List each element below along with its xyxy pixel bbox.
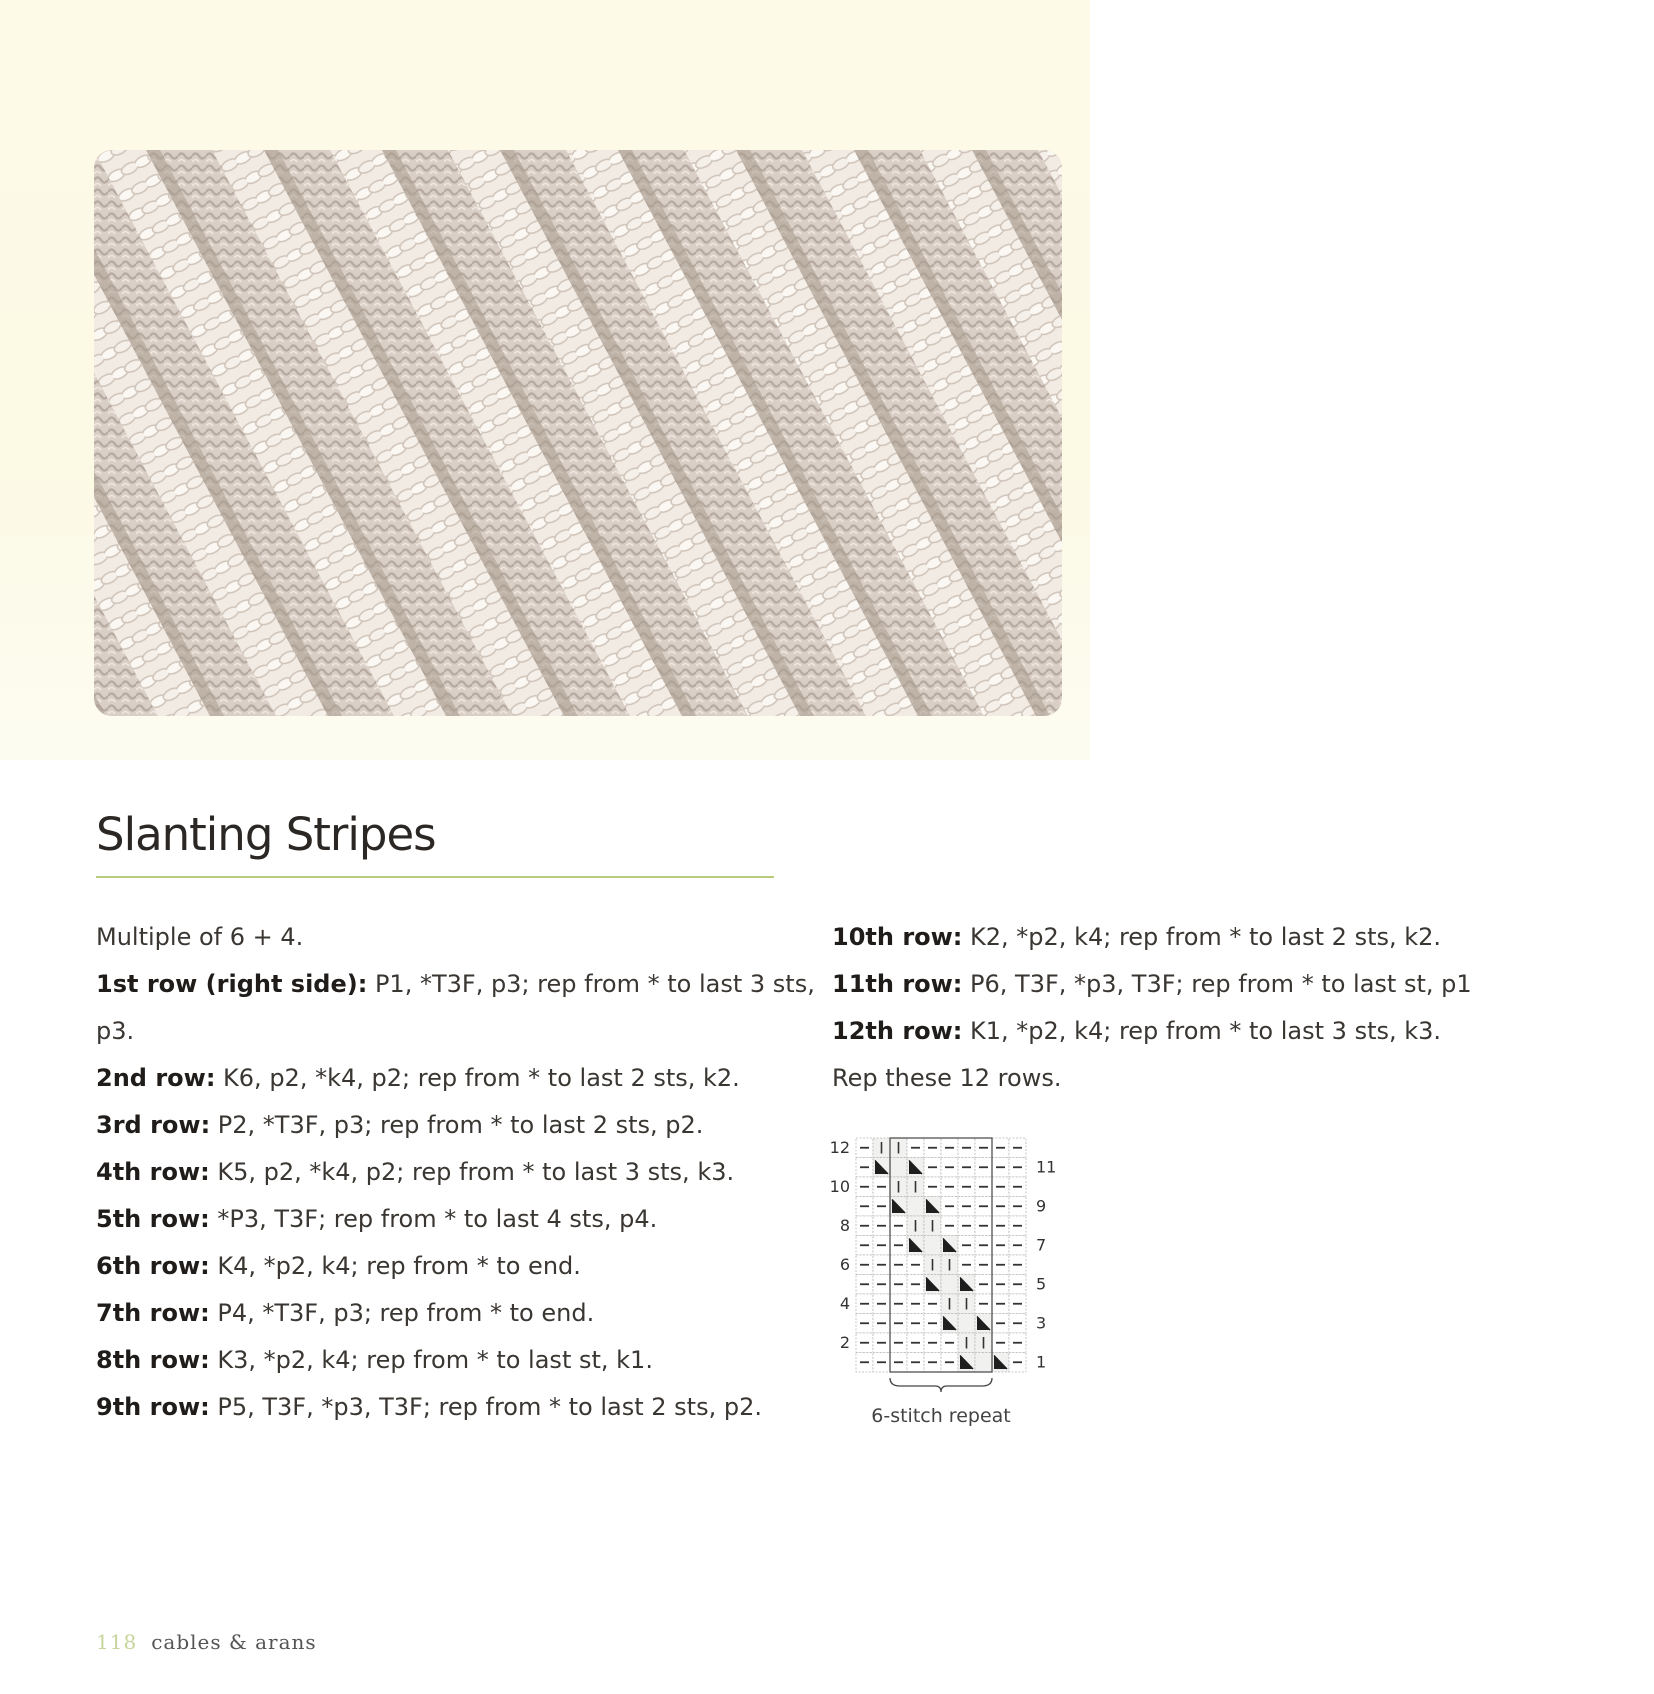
- row-label: 2nd row:: [96, 1064, 216, 1092]
- instructions-right-column: [832, 914, 1532, 1102]
- row-text: *P3, T3F; rep from * to last 4 sts, p4.: [209, 1205, 658, 1233]
- row-number-right: 7: [1036, 1235, 1047, 1255]
- row-text: Rep these 12 rows.: [832, 1064, 1062, 1092]
- row-number-right: 3: [1036, 1313, 1047, 1333]
- instruction-line: [96, 1337, 796, 1384]
- knitted-swatch-photo: [94, 150, 1062, 716]
- section-name: cables & arans: [151, 1630, 317, 1654]
- instructions-left-column: [96, 914, 815, 1431]
- row-text: K3, *p2, k4; rep from * to last st, k1.: [209, 1346, 653, 1374]
- repeat-brace: [890, 1378, 992, 1392]
- row-text: P5, T3F, *p3, T3F; rep from * to last 2 sts, p2.: [209, 1393, 762, 1421]
- instruction-line: [96, 961, 815, 1008]
- row-number-left: 12: [829, 1138, 850, 1158]
- row-text: P1, *T3F, p3; rep from * to last 3 sts,: [367, 970, 815, 998]
- page-footer: [96, 1630, 317, 1654]
- row-number-left: 4: [839, 1294, 850, 1314]
- instruction-line: [96, 1055, 796, 1102]
- instruction-line: [96, 1196, 796, 1243]
- row-number-right: 11: [1036, 1157, 1057, 1177]
- row-label: 7th row:: [96, 1299, 210, 1327]
- row-label: 10th row:: [832, 923, 963, 951]
- instruction-line: [96, 1243, 796, 1290]
- row-number-right: 1: [1036, 1352, 1047, 1372]
- row-label: 11th row:: [832, 970, 963, 998]
- title-underline: [96, 876, 774, 878]
- row-label: 1st row (right side):: [96, 970, 368, 998]
- row-text: K1, *p2, k4; rep from * to last 3 sts, k3.: [962, 1017, 1442, 1045]
- row-number-right: 5: [1036, 1274, 1047, 1294]
- row-text: p3.: [96, 1017, 135, 1045]
- row-text: K2, *p2, k4; rep from * to last 2 sts, k2.: [962, 923, 1442, 951]
- chart-cell: [907, 1197, 924, 1217]
- instruction-line: [832, 1008, 1532, 1055]
- row-number-left: 10: [829, 1177, 850, 1197]
- row-number-left: 6: [839, 1255, 850, 1275]
- chart-cell: [975, 1353, 992, 1373]
- row-label: 9th row:: [96, 1393, 210, 1421]
- chart-cell: [941, 1275, 958, 1295]
- repeat-label: 6-stitch repeat: [871, 1405, 1011, 1427]
- row-label: 8th row:: [96, 1346, 210, 1374]
- row-number-left: 2: [839, 1333, 850, 1353]
- chart-cell: [924, 1236, 941, 1256]
- instruction-line: [832, 914, 1532, 961]
- row-text: Multiple of 6 + 4.: [96, 923, 304, 951]
- row-number-left: 8: [839, 1216, 850, 1236]
- instruction-line: [96, 1290, 796, 1337]
- chart-cell: [890, 1158, 907, 1178]
- instruction-line: [96, 914, 796, 961]
- row-label: 5th row:: [96, 1205, 210, 1233]
- row-label: 12th row:: [832, 1017, 963, 1045]
- instruction-line: [96, 1102, 796, 1149]
- row-label: 6th row:: [96, 1252, 210, 1280]
- row-number-right: 9: [1036, 1196, 1047, 1216]
- chart-cell: [958, 1314, 975, 1334]
- row-text: P6, T3F, *p3, T3F; rep from * to last st, p1: [962, 970, 1472, 998]
- instruction-line: [832, 961, 1532, 1008]
- pattern-title: Slanting Stripes: [96, 808, 436, 861]
- stitch-chart: [828, 1132, 1088, 1442]
- row-label: 3rd row:: [96, 1111, 211, 1139]
- instruction-line: [96, 1149, 796, 1196]
- row-text: K4, *p2, k4; rep from * to end.: [209, 1252, 581, 1280]
- instruction-line: [96, 1384, 796, 1431]
- row-text: P2, *T3F, p3; rep from * to last 2 sts, p2.: [210, 1111, 704, 1139]
- page-number: 118: [96, 1630, 138, 1654]
- row-text: K5, p2, *k4, p2; rep from * to last 3 sts, k3.: [209, 1158, 735, 1186]
- instruction-line: [96, 1008, 796, 1055]
- instruction-line: [832, 1055, 1532, 1102]
- row-text: P4, *T3F, p3; rep from * to end.: [209, 1299, 595, 1327]
- row-label: 4th row:: [96, 1158, 210, 1186]
- row-text: K6, p2, *k4, p2; rep from * to last 2 sts, k2.: [215, 1064, 740, 1092]
- photo-panel: [0, 0, 1090, 760]
